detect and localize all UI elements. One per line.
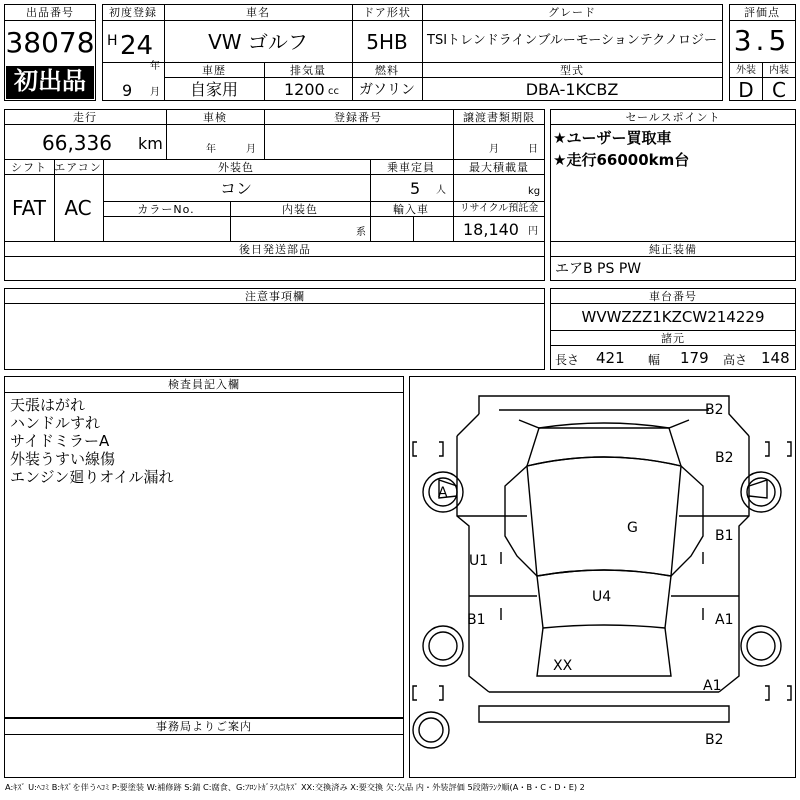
mark-a1-right-rear-door: A1 [715, 612, 734, 628]
mark-a-left-mirror: A [438, 485, 448, 501]
inspector-comment-3: サイドミラーA [10, 432, 110, 450]
color-label: 外装色 [218, 161, 254, 174]
grade-label: グレード [548, 6, 596, 19]
mark-b2-rear: B2 [705, 732, 724, 748]
notes-label: 注意事項欄 [245, 290, 305, 303]
mark-b1-left-rear-door: B1 [467, 612, 486, 628]
lot-number-label: 出品番号 [26, 6, 74, 19]
first-reg-label: 初度登録 [109, 6, 157, 19]
mark-a1-rear-right: A1 [703, 678, 722, 694]
mark-u4-roof: U4 [592, 589, 612, 605]
exterior-color: コン [219, 179, 253, 198]
sales-point-1: ★ユーザー買取車 [553, 129, 672, 147]
mark-g-windshield: G [627, 520, 638, 536]
era: H [107, 33, 118, 49]
exterior-grade-label: 外装 [736, 65, 756, 76]
inspector-label: 検査員記入欄 [168, 378, 240, 391]
capacity: 5 [410, 179, 421, 198]
inspector-comment-1: 天張はがれ [10, 396, 86, 414]
chassis-number: WVWZZZ1KZCW214229 [581, 308, 765, 326]
first-listing-label: 初出品 [14, 67, 86, 95]
shift: FAT [11, 196, 47, 220]
reg-no-label: 登録番号 [334, 111, 382, 124]
displacement-unit: cc [328, 86, 339, 97]
history-label: 車歴 [202, 64, 226, 77]
mileage: 66,336 [42, 131, 112, 155]
model-code: DBA-1KCBZ [525, 80, 619, 99]
mileage-label: 走行 [73, 111, 97, 124]
dims-label: 諸元 [661, 332, 685, 345]
mark-b2-front-right: B2 [715, 450, 734, 466]
year-unit: 年 [150, 61, 160, 72]
inspection-label: 車検 [203, 111, 227, 124]
height: 148 [761, 349, 790, 367]
import-label: 輸入車 [393, 203, 429, 216]
door-label: ドア形状 [363, 6, 411, 19]
score-label: 評価点 [744, 6, 780, 19]
recycle-unit: 円 [528, 226, 538, 237]
equipment-value: エアB PS PW [555, 261, 642, 277]
car-name: VW ゴルフ [208, 30, 308, 54]
interior-grade: C [772, 78, 786, 102]
sales-point-label: セールスポイント [625, 111, 721, 124]
capacity-label: 乗車定員 [387, 161, 435, 174]
interior-grade-label: 内装 [769, 65, 789, 76]
shift-label: シフト [11, 161, 47, 174]
mark-b2-front: B2 [705, 402, 724, 418]
width-label: 幅 [648, 353, 661, 367]
interior-color-unit: 系 [356, 227, 366, 238]
sales-point-2: ★走行66000km台 [553, 151, 690, 169]
transfer-day-unit: 日 [528, 144, 538, 155]
capacity-unit: 人 [436, 185, 446, 196]
inspector-comment-5: エンジン廻りオイル漏れ [10, 468, 174, 486]
door-type: 5HB [366, 30, 408, 54]
month-unit: 月 [150, 87, 160, 98]
legend: A:ｷｽﾞ U:ﾍｺﾐ B:ｷｽﾞを伴うﾍｺﾐ P:要塗装 W:補修跡 S:錆 C:腐食、G:ﾌﾛﾝﾄｶﾞﾗｽ点ｷｽﾞ XX:交換済み X:要交換 欠:欠品 内・外装評価 5段階ﾗﾝｸ順(A・B・C・D・E) 2 [5, 782, 585, 792]
reg-month: 9 [122, 81, 133, 100]
equipment-label: 純正装備 [649, 243, 697, 256]
reg-year: 24 [120, 31, 154, 61]
mark-b1-right-front-door: B1 [715, 528, 734, 544]
inspector-comment-4: 外装うすい線傷 [10, 450, 116, 468]
chassis-label: 車台番号 [649, 290, 697, 303]
length-label: 長さ [555, 353, 580, 367]
inspection-month-unit: 月 [246, 144, 256, 155]
displacement: 1200 [284, 80, 325, 99]
mileage-unit: km [138, 134, 163, 153]
load-label: 最大積載量 [469, 161, 529, 174]
fuel: ガソリン [359, 82, 415, 98]
transfer-month-unit: 月 [489, 144, 499, 155]
recycle-fee: 18,140 [463, 220, 519, 239]
interior-color-label: 内装色 [282, 203, 318, 216]
inspection-year-unit: 年 [206, 144, 216, 155]
history: 自家用 [189, 80, 239, 99]
car-damage-diagram [409, 376, 796, 778]
aircon-label: エアコン [54, 161, 102, 174]
aircon: AC [64, 196, 92, 220]
later-parts-label: 後日発送部品 [239, 243, 311, 256]
model-label: 型式 [560, 64, 584, 77]
recycle-label: リサイクル預託金 [459, 203, 539, 214]
load-unit: kg [528, 186, 541, 197]
inspector-comment-2: ハンドルすれ [10, 414, 101, 432]
score: 3.5 [733, 24, 791, 57]
width: 179 [680, 349, 709, 367]
fuel-label: 燃料 [375, 64, 399, 77]
height-label: 高さ [723, 353, 748, 367]
mark-xx-trunk: XX [553, 658, 573, 674]
displacement-label: 排気量 [290, 64, 326, 77]
length: 421 [596, 349, 625, 367]
color-no-label: カラーNo. [137, 203, 195, 216]
lot-number: 38078 [5, 26, 95, 59]
car-name-label: 車名 [246, 6, 270, 19]
exterior-grade: D [738, 78, 754, 102]
grade: TSIトレンドラインブルーモーションテクノロジー [427, 33, 717, 48]
mark-u1-left-front-door: U1 [469, 553, 489, 569]
office-label: 事務局よりご案内 [156, 720, 252, 733]
transfer-label: 譲渡書類期限 [463, 111, 535, 124]
